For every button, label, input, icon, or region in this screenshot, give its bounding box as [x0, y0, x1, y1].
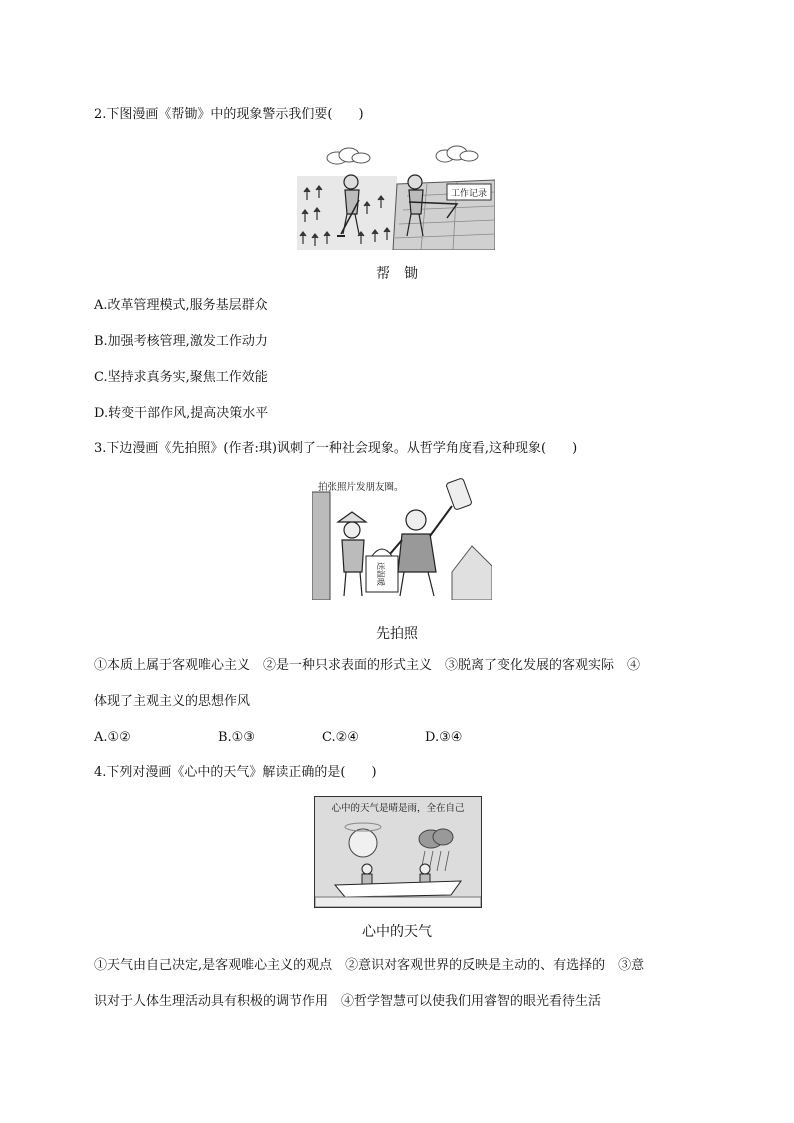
q2-option-a[interactable]: A.改革管理模式,服务基层群众 [94, 298, 268, 313]
q4-statements-line2: 识对于人体生理活动具有积极的调节作用 ④哲学智慧可以使我们用睿智的眼光看待生活 [94, 994, 602, 1009]
q2-option-c[interactable]: C.坚持求真务实,聚焦工作效能 [94, 370, 268, 385]
q3-stem: 3.下边漫画《先拍照》(作者:琪)讽刺了一种社会现象。从哲学角度看,这种现象( ) [94, 441, 578, 456]
q2-sign-text: 工作记录 [450, 189, 488, 199]
q3-statements-line2: 体现了主观主义的思想作风 [94, 694, 251, 709]
q4-caption: 心中的天气 [362, 924, 432, 940]
q4-banner-text: 心中的天气是晴是雨，全在自己 [331, 803, 465, 814]
q4-cartoon-figure [314, 796, 482, 908]
q2-option-d[interactable]: D.转变干部作风,提高决策水平 [94, 406, 269, 421]
q3-choice-d[interactable]: D.③④ [425, 730, 463, 745]
q2-option-b[interactable]: B.加强考核管理,激发工作动力 [94, 334, 268, 349]
q3-choice-c[interactable]: C.②④ [322, 730, 359, 745]
q3-speech-bubble: 拍张照片发朋友圈。 [318, 482, 404, 493]
q3-choice-b[interactable]: B.①③ [218, 730, 255, 745]
q3-statements-line1: ①本质上属于客观唯心主义 ②是一种只求表面的形式主义 ③脱离了变化发展的客观实际 ④ [94, 658, 641, 673]
q2-stem: 2.下图漫画《帮锄》中的现象警示我们要( ) [94, 107, 364, 122]
q3-choice-a[interactable]: A.①② [94, 730, 131, 745]
q3-bag-text: 送温暖 [376, 562, 385, 586]
q2-cartoon-figure [297, 144, 495, 250]
q2-caption: 帮 锄 [376, 266, 418, 282]
q4-stem: 4.下列对漫画《心中的天气》解读正确的是( ) [94, 765, 377, 780]
q3-caption: 先拍照 [376, 626, 418, 642]
q4-statements-line1: ①天气由自己决定,是客观唯心主义的观点 ②意识对客观世界的反映是主动的、有选择的 ③意 [94, 958, 645, 973]
q3-cartoon-figure [312, 476, 492, 600]
